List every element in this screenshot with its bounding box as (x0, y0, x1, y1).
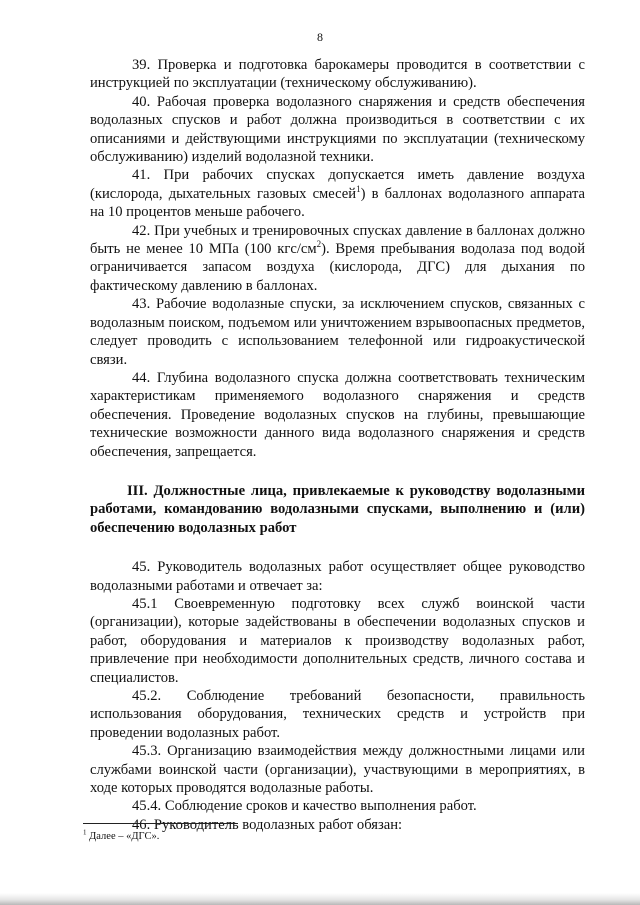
paragraph-45: 45. Руководитель водолазных работ осуществляет общее руководство водолазными работами и отвечает за: (90, 559, 585, 594)
paragraph-45-3: 45.3. Организацию взаимодействия между должностными лицами или службами воинской части (организации), участвующими в мероприятиях, в ходе которых проводятся водолазные работы. (90, 743, 585, 797)
footnote-marker: 1 (83, 828, 87, 837)
paragraph-41 (90, 166, 585, 221)
footnote (83, 830, 483, 843)
footnote-text: Далее – «ДГС». (86, 831, 160, 842)
paragraph-41-text-end: ) в баллонах водолазного аппарата на 10 процентов меньше рабочего. (90, 185, 585, 221)
paragraph-46: 46. Руководитель водолазных работ обязан: (132, 816, 403, 833)
footnote-separator (83, 823, 238, 824)
paragraph-39: 39. Проверка и подготовка барокамеры проводится в соответствии с инструкцией по эксплуатации (техническому обслуживанию). (90, 57, 585, 92)
paragraph-42-text-end: ). Время пребывания водолаза под водой ограничивается запасом воздуха (кислорода, ДГС) для дыхания по фактическому давлению в баллонах. (90, 241, 586, 294)
paragraph-43: 43. Рабочие водолазные спуски, за исключением спусков, связанных с водолазным поиском, подъемом или уничтожением взрывоопасных предметов, следует проводить с использованием телефонной или гидроакустической связи. (90, 296, 585, 368)
section-heading: III. Должностные лица, привлекаемые к руководству водолазными работами, командованию водолазными спусками, выполнению и (или) обеспечению водолазных работ (90, 482, 585, 536)
page-bottom-shadow (0, 893, 640, 905)
paragraph-42 (90, 222, 585, 296)
paragraph-40: 40. Рабочая проверка водолазного снаряжения и средств обеспечения водолазных спусков и работ должна производиться в соответствии с их описаниями и действующими инструкциями по эксплуатации (техническому обслуживанию) изделий водолазной техники. (90, 93, 585, 166)
paragraph-45-4: 45.4. Соблюдение сроков и качество выполнения работ. (132, 798, 477, 815)
paragraph-41-text-start: 41. При рабочих спусках допускается иметь давление воздуха (кислорода, дыхательных газовых смесей (90, 167, 585, 202)
paragraph-45-1: 45.1 Своевременную подготовку всех служб воинской части (организации), которые задействованы в обеспечении водолазных спусков и работ, оборудования и материалов к производству водолазных работ, привлечение при необходимости дополнительных средств, личного состава и специалистов. (90, 595, 585, 686)
paragraph-45-2: 45.2. Соблюдение требований безопасности, правильность использования оборудования, технических средств и устройств при проведении водолазных работ. (90, 688, 585, 741)
footnote-reference: 1 (356, 183, 361, 194)
paragraph-44: 44. Глубина водолазного спуска должна соответствовать техническим характеристикам применяемого водолазного снаряжения и средств обеспечения. Проведение водолазных спусков на глубины, превышающие технические возможности данного вида водолазного снаряжения и средств обеспечения, запрещается. (90, 369, 585, 460)
page-number: 8 (317, 30, 323, 44)
unit-superscript: 2 (316, 239, 322, 250)
paragraph-42-text-start: 42. При учебных и тренировочных спусках давление в баллонах должно быть не менее 10 МПа (100 кгс/см (90, 222, 585, 258)
document-body (90, 56, 585, 834)
